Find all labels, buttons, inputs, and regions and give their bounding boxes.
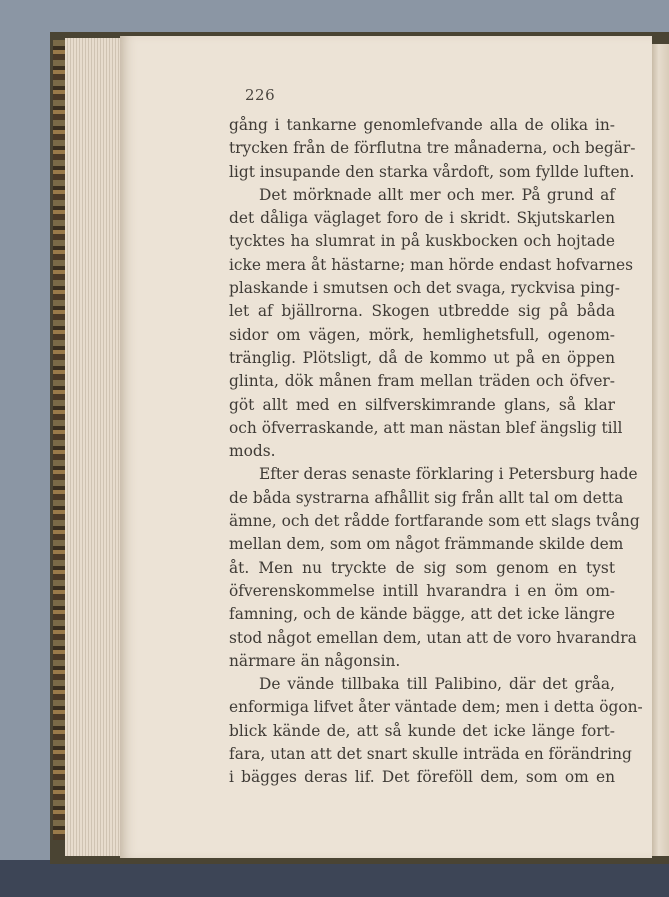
text-line: Det mörknade allt mer och mer. På grund af: [259, 185, 615, 204]
text-line: De vände tillbaka till Palibino, där det gråa,: [259, 675, 615, 694]
page-stack: [65, 38, 125, 856]
body-text: [229, 114, 643, 790]
text-line: åt. Men nu tryckte de sig som genom en tyst: [229, 558, 615, 577]
text-line: tränglig. Plötsligt, då de kommo ut på en öppen: [229, 348, 615, 367]
text-line: plaskande i smutsen och det svaga, ryckvisa ping-: [229, 279, 620, 298]
text-line: tycktes ha slumrat in på kuskbocken och hojtade: [229, 232, 615, 251]
text-line: gång i tankarne genomlefvande alla de olika in-: [229, 116, 615, 134]
text-line: mellan dem, som om något främmande skilde dem: [229, 535, 624, 554]
text-line: blick kände de, att så kunde det icke länge fort-: [229, 721, 615, 740]
text-line: stod något emellan dem, utan att de voro hvarandra: [229, 628, 637, 647]
text-line: glinta, dök månen fram mellan träden och öfver-: [229, 372, 615, 391]
text-line: famning, och de kände bägge, att det icke längre: [229, 605, 615, 624]
text-line: sidor om vägen, mörk, hemlighetsfull, ogenom-: [229, 325, 615, 344]
text-line: de båda systrarna afhållit sig från allt tal om detta: [229, 488, 624, 507]
text-line: närmare än någonsin.: [229, 651, 401, 670]
page-number: 226: [245, 86, 276, 104]
text-line: ämne, och det rådde fortfarande som ett slags tvång: [229, 512, 640, 531]
text-line: trycken från de förflutna tre månaderna, och begär-: [229, 139, 636, 158]
text-line: och öfverraskande, att man nästan blef ängslig till: [229, 418, 623, 437]
table-surface: [0, 860, 669, 897]
text-line: Efter deras senaste förklaring i Petersburg hade: [259, 465, 638, 484]
text-line: göt allt med en silfverskimrande glans, så klar: [229, 395, 615, 414]
text-line: icke mera åt hästarne; man hörde endast hofvarnes: [229, 255, 634, 274]
facing-page-edge: [652, 44, 669, 856]
text-line: ligt insupande den starka vårdoft, som fyllde luften.: [229, 162, 635, 181]
text-line: öfverenskommelse intill hvarandra i en öm om-: [229, 581, 615, 600]
text-line: fara, utan att det snart skulle inträda en förändring: [229, 745, 632, 764]
text-line: let af bjällrorna. Skogen utbredde sig på båda: [229, 302, 615, 321]
text-line: det dåliga väglaget foro de i skridt. Skjutskarlen: [229, 209, 615, 228]
text-line: mods.: [229, 442, 276, 461]
text-line: enformiga lifvet åter väntade dem; men i detta ögon-: [229, 698, 643, 717]
text-line: i bägges deras lif. Det föreföll dem, som om en: [229, 768, 615, 787]
